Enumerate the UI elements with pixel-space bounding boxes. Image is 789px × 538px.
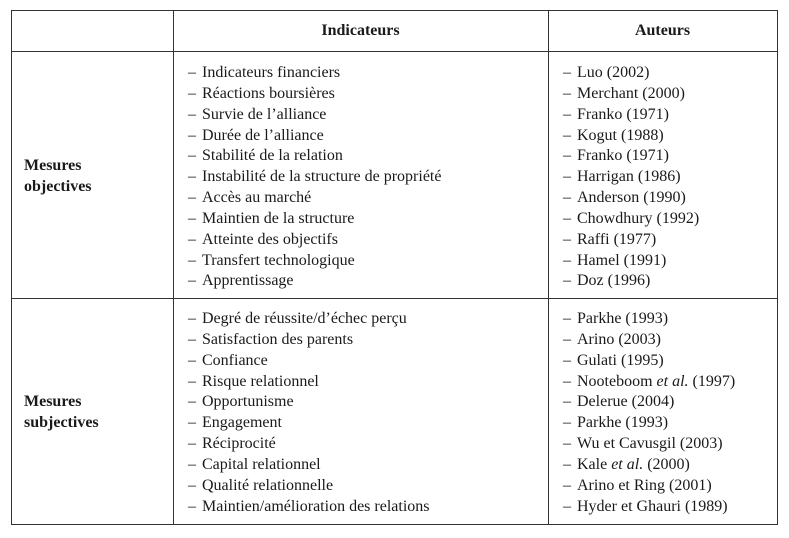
indicator-item-text: Opportunisme [202,393,294,411]
author-item-text: Kale et al. (2000) [577,455,690,473]
dash-marker: – [563,272,571,290]
dash-marker: – [563,168,571,186]
author-item [563,330,735,351]
indicator-item [188,476,430,497]
row-label-line: objectives [24,178,92,195]
dash-marker: – [188,372,196,390]
dash-marker: – [188,435,196,453]
dash-marker: – [563,310,571,327]
indicator-item [188,146,441,167]
dash-marker: – [563,209,571,227]
dash-marker: – [563,84,571,102]
dash-marker: – [563,497,571,515]
row-label-line: subjectives [24,414,99,431]
dash-marker: – [188,455,196,473]
indicators-table [11,10,778,525]
author-item-text: Arino et Ring (2001) [577,476,712,494]
indicator-item-text: Instabilité de la structure de propriété [202,168,442,186]
author-item-text: Wu et Cavusgil (2003) [577,435,723,453]
header-indicateurs: Indicateurs [321,22,400,39]
author-item [563,63,699,84]
authors-list-objectives [563,63,699,292]
author-item [563,372,735,393]
author-item-text: Merchant (2000) [577,84,685,102]
author-item [563,309,735,330]
author-item-text: Hamel (1991) [577,251,667,269]
indicator-item-text: Survie de l’alliance [202,105,327,123]
indicator-item [188,413,430,434]
indicator-item-text: Atteinte des objectifs [202,230,338,248]
indicator-item [188,330,430,351]
authors-list-subjectives [563,309,735,517]
indicator-item-text: Accès au marché [202,189,312,207]
indicator-item [188,251,441,272]
author-item-text: Gulati (1995) [577,351,664,369]
author-item-text: Harrigan (1986) [577,168,681,186]
indicator-item [188,497,430,518]
dash-marker: – [563,435,571,453]
dash-marker: – [188,393,196,411]
indicator-item [188,188,441,209]
author-item-text: Parkhe (1993) [577,310,669,327]
dash-marker: – [188,330,196,348]
row-divider [12,298,777,299]
indicator-item-text: Indicateurs financiers [202,64,341,81]
author-item-text: Franko (1971) [577,105,669,123]
dash-marker: – [563,251,571,269]
row-label-line: Mesures [24,393,82,410]
author-item [563,84,699,105]
dash-marker: – [563,105,571,123]
indicator-item [188,209,441,230]
indicator-item-text: Engagement [202,414,282,432]
author-item [563,126,699,147]
dash-marker: – [188,414,196,432]
author-item-text: Doz (1996) [577,272,651,290]
author-item [563,105,699,126]
indicator-item-text: Réactions boursières [202,84,335,102]
indicator-item-text: Transfert technologique [202,251,355,269]
author-item-text: Anderson (1990) [577,189,686,207]
indicator-item-text: Réciprocité [202,435,276,453]
author-item [563,351,735,372]
indicator-item [188,230,441,251]
author-item [563,497,735,518]
author-item-text: Chowdhury (1992) [577,209,700,227]
dash-marker: – [563,476,571,494]
author-item [563,146,699,167]
indicator-item-text: Qualité relationnelle [202,476,334,494]
header-auteurs: Auteurs [634,22,691,39]
indicator-item-text: Apprentissage [202,272,294,290]
indicator-item-text: Capital relationnel [202,455,321,473]
author-item [563,230,699,251]
dash-marker: – [563,414,571,432]
dash-marker: – [563,126,571,144]
indicator-item-text: Stabilité de la relation [202,147,343,165]
author-item-text: Delerue (2004) [577,393,675,411]
indicator-item [188,309,430,330]
author-item [563,209,699,230]
dash-marker: – [563,372,571,390]
row-label-line: Mesures [24,157,82,174]
dash-marker: – [188,189,196,207]
author-item [563,188,699,209]
indicator-item [188,392,430,413]
dash-marker: – [188,84,196,102]
dash-marker: – [188,126,196,144]
dash-marker: – [563,330,571,348]
indicator-item [188,63,441,84]
indicator-item [188,351,430,372]
dash-marker: – [188,251,196,269]
author-item [563,434,735,455]
indicator-item [188,84,441,105]
indicator-item [188,434,430,455]
dash-marker: – [188,351,196,369]
indicator-item [188,271,441,292]
dash-marker: – [188,105,196,123]
dash-marker: – [563,64,571,81]
indicator-item-text: Maintien de la structure [202,209,355,227]
indicator-item-text: Satisfaction des parents [202,330,354,348]
author-item-text: Arino (2003) [577,330,661,348]
dash-marker: – [188,497,196,515]
dash-marker: – [188,147,196,165]
dash-marker: – [188,168,196,186]
author-item [563,251,699,272]
dash-marker: – [188,272,196,290]
dash-marker: – [188,209,196,227]
indicator-item-text: Maintien/amélioration des relations [202,497,430,515]
author-item [563,413,735,434]
indicator-item [188,126,441,147]
header-divider [12,51,777,52]
dash-marker: – [188,230,196,248]
indicators-list-subjectives [188,309,430,517]
author-item-text: Franko (1971) [577,147,669,165]
indicator-item-text: Confiance [202,351,268,369]
indicator-item [188,372,430,393]
author-item-text: Luo (2002) [577,64,650,81]
indicator-item [188,167,441,188]
author-item-text: Raffi (1977) [577,230,657,248]
author-item [563,167,699,188]
dash-marker: – [563,393,571,411]
dash-marker: – [563,189,571,207]
row-label-subjectives [24,391,99,433]
indicator-item [188,105,441,126]
author-item-text: Parkhe (1993) [577,414,669,432]
indicator-item-text: Durée de l’alliance [202,126,324,144]
author-item [563,392,735,413]
dash-marker: – [563,230,571,248]
author-item [563,455,735,476]
indicator-item-text: Degré de réussite/d’échec perçu [202,310,407,327]
indicators-list-objectives [188,63,441,292]
column-divider [173,11,174,524]
dash-marker: – [188,310,196,327]
column-divider [548,11,549,524]
indicator-item-text: Risque relationnel [202,372,319,390]
row-label-objectives [24,155,92,197]
author-item-text: Kogut (1988) [577,126,664,144]
dash-marker: – [563,455,571,473]
author-item [563,271,699,292]
author-item [563,476,735,497]
indicator-item [188,455,430,476]
author-item-text: Hyder et Ghauri (1989) [577,497,728,515]
dash-marker: – [563,147,571,165]
author-item-text: Nooteboom et al. (1997) [577,372,736,390]
header-empty-cell [12,11,173,51]
dash-marker: – [188,64,196,81]
dash-marker: – [188,476,196,494]
dash-marker: – [563,351,571,369]
